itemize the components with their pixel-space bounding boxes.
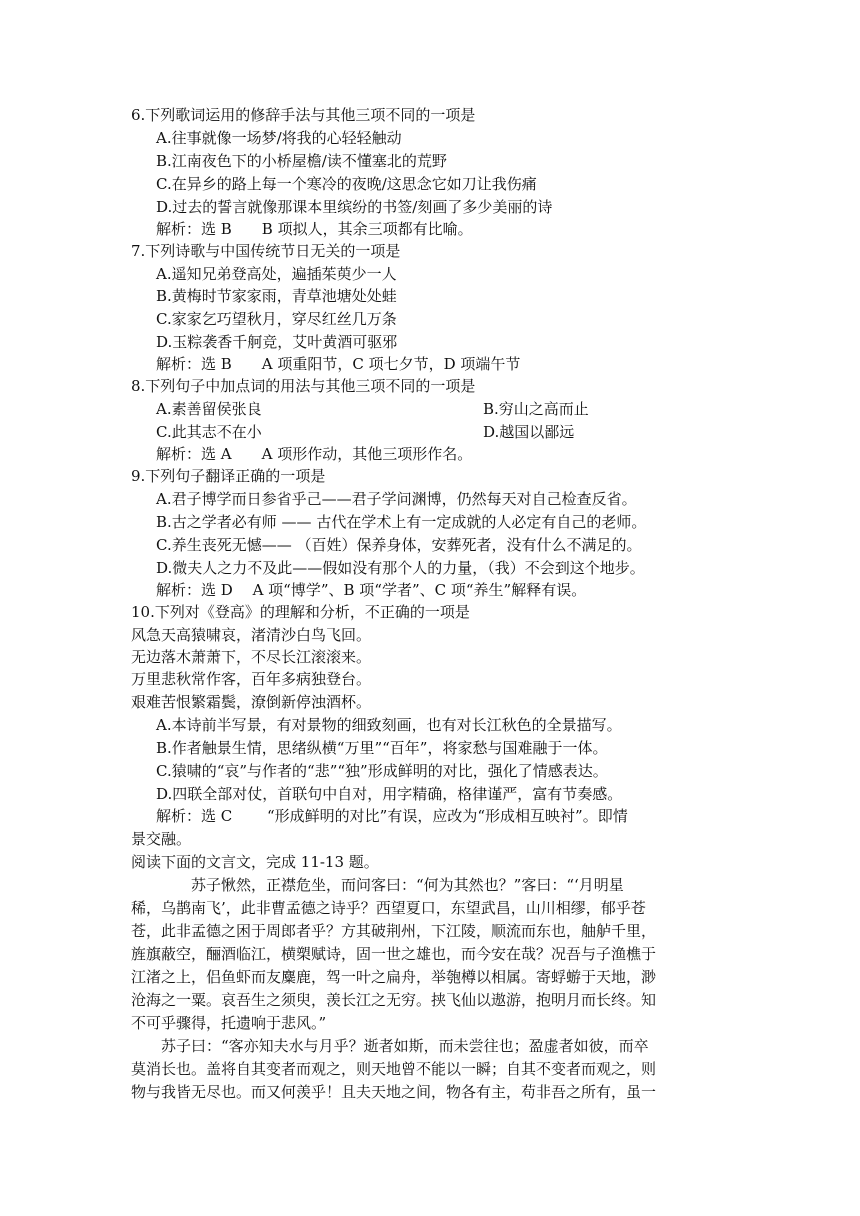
passage-line: 稀，乌鹊南飞’，此非曹孟德之诗乎？西望夏口，东望武昌，山川相缪，郁乎苍 (131, 899, 646, 917)
question-8-option-b: B.穷山之高而止 (483, 400, 589, 418)
question-6-analysis: 解析：选 B B 项拟人，其余三项都有比喻。 (156, 220, 473, 238)
question-6-option-a: A.往事就像一场梦/将我的心轻轻触动 (156, 129, 402, 147)
question-10-analysis-cont: 景交融。 (131, 830, 192, 848)
question-6-option-d: D.过去的誓言就像那课本里缤纷的书签/刻画了多少美丽的诗 (156, 198, 553, 216)
question-8-option-d: D.越国以鄙远 (483, 423, 575, 441)
question-8-analysis: 解析：选 A A 项形作动，其他三项形作名。 (156, 445, 473, 463)
question-9-option-c: C.养生丧死无憾—— （百姓）保养身体，安葬死者，没有什么不满足的。 (156, 536, 642, 554)
question-10-option-c: C.猿啸的“哀”与作者的“悲”“独”形成鲜明的对比，强化了情感表达。 (156, 762, 608, 780)
question-8-option-c: C.此其志不在小 (156, 423, 262, 441)
question-9-option-b: B.古之学者必有师 —— 古代在学术上有一定成就的人必定有自己的老师。 (156, 513, 647, 531)
question-10-analysis: 解析：选 C “形成鲜明的对比”有误，应改为“形成相互映衬”。即情 (156, 807, 628, 825)
passage-line: 苍，此非孟德之困于周郎者乎？方其破荆州，下江陵，顺流而东也，舳舻千里， (131, 922, 657, 940)
question-10-option-a: A.本诗前半写景，有对景物的细致刻画，也有对长江秋色的全景描写。 (156, 716, 622, 734)
question-6-option-b: B.江南夜色下的小桥屋檐/读不懂塞北的荒野 (156, 152, 447, 170)
question-7-option-a: A.遥知兄弟登高处，遍插茱萸少一人 (156, 265, 397, 283)
question-9-option-d: D.微夫人之力不及此——假如没有那个人的力量，（我）不会到这个地步。 (156, 559, 645, 577)
question-8-option-a: A.素善留侯张良 (156, 400, 262, 418)
question-10-option-b: B.作者触景生情，思绪纵横“万里”“百年”，将家愁与国难融于一体。 (156, 739, 608, 757)
question-10-stem: 10.下列对《登高》的理解和分析，不正确的一项是 (131, 603, 470, 621)
passage-line: 不可乎骤得，托遗响于悲风。” (131, 1014, 327, 1032)
poem-line-2: 无边落木萧萧下，不尽长江滚滚来。 (131, 648, 372, 666)
question-6-stem: 6.下列歌词运用的修辞手法与其他三项不同的一项是 (131, 106, 476, 124)
question-10-option-d: D.四联全部对仗，首联句中自对，用字精确，格律谨严，富有节奏感。 (156, 785, 623, 803)
passage-line: 物与我皆无尽也。而又何羡乎！且夫天地之间，物各有主，苟非吾之所有，虽一 (131, 1083, 657, 1101)
question-9-stem: 9.下列句子翻译正确的一项是 (131, 467, 326, 485)
passage-line: 苏子曰：“客亦知夫水与月乎？逝者如斯，而未尝往也；盈虚者如彼，而卒 (131, 1037, 649, 1055)
passage-line: 莫消长也。盖将自其变者而观之，则天地曾不能以一瞬；自其不变者而观之，则 (131, 1060, 657, 1078)
passage-line: 苏子愀然，正襟危坐，而问客曰：“何为其然也？”客曰：“‘月明星 (131, 876, 624, 894)
passage-line: 旌旗蔽空，酾酒临江，横槊赋诗，固一世之雄也，而今安在哉？况吾与子渔樵于 (131, 945, 657, 963)
question-7-option-b: B.黄梅时节家家雨，青草池塘处处蛙 (156, 287, 397, 305)
question-7-option-c: C.家家乞巧望秋月，穿尽红丝几万条 (156, 310, 397, 328)
reading-intro: 阅读下面的文言文，完成 11-13 题。 (131, 853, 379, 871)
passage-line: 江渚之上，侣鱼虾而友麋鹿，驾一叶之扁舟，举匏樽以相属。寄蜉蝣于天地，渺 (131, 968, 657, 986)
question-9-analysis: 解析：选 D A 项“博学”、B 项“学者”、C 项“养生”解释有误。 (156, 581, 587, 599)
question-7-stem: 7.下列诗歌与中国传统节日无关的一项是 (131, 242, 401, 260)
question-9-option-a: A.君子博学而日参省乎己——君子学问渊博，仍然每天对自己检查反省。 (156, 490, 637, 508)
question-7-option-d: D.玉粽袭香千舸竞，艾叶黄酒可驱邪 (156, 333, 398, 351)
question-6-option-c: C.在异乡的路上每一个寒冷的夜晚/这思念它如刀让我伤痛 (156, 175, 537, 193)
question-7-analysis: 解析：选 B A 项重阳节，C 项七夕节，D 项端午节 (156, 355, 521, 373)
poem-line-3: 万里悲秋常作客，百年多病独登台。 (131, 670, 372, 688)
poem-line-1: 风急天高猿啸哀，渚清沙白鸟飞回。 (131, 626, 372, 644)
question-8-stem: 8.下列句子中加点词的用法与其他三项不同的一项是 (131, 377, 476, 395)
poem-line-4: 艰难苦恨繁霜鬓，潦倒新停浊酒杯。 (131, 693, 372, 711)
passage-line: 沧海之一粟。哀吾生之须臾，羡长江之无穷。挟飞仙以遨游，抱明月而长终。知 (131, 991, 657, 1009)
